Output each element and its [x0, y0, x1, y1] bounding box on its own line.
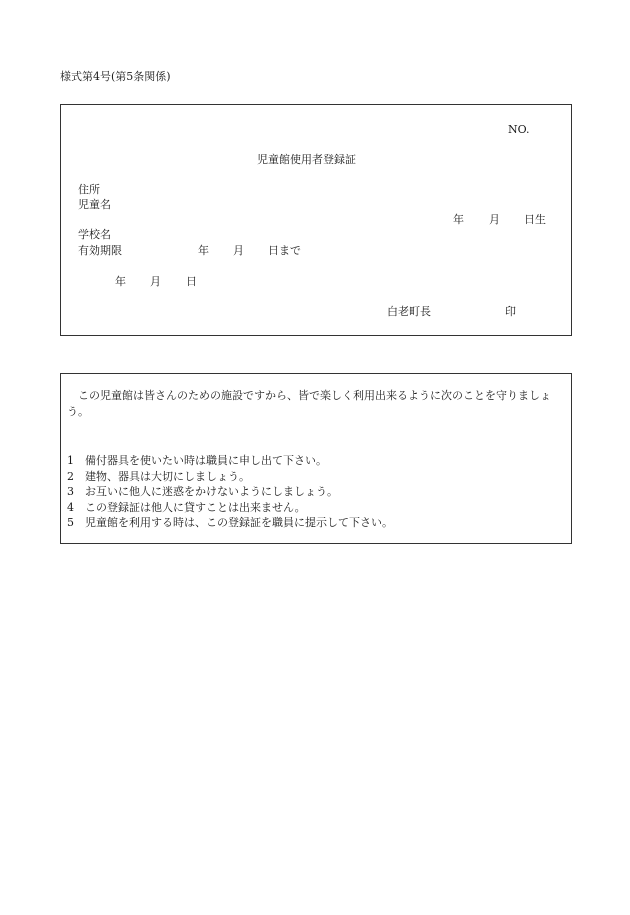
- rule-number: 2: [67, 470, 74, 483]
- rules-intro: この児童館は皆さんのための施設ですから、皆で楽しく利用出来るように次のことを守りましょう。: [67, 389, 551, 418]
- card-title: 児童館使用者登録証: [257, 153, 356, 166]
- rule-text: 建物、器具は大切にしましょう。: [85, 470, 250, 483]
- rule-text: 備付器具を使いたい時は職員に申し出て下さい。: [85, 454, 327, 467]
- rule-number: 3: [67, 485, 74, 498]
- rule-item: [67, 486, 338, 497]
- issue-day-label: 日: [186, 275, 197, 288]
- validity-year-label: 年: [198, 244, 209, 257]
- rule-number: 4: [67, 501, 74, 514]
- validity-label: 有効期限: [78, 244, 122, 257]
- rule-item: [67, 455, 327, 466]
- birth-day-label: 日生: [524, 213, 546, 226]
- registration-card: [60, 104, 572, 336]
- issuer-label: 白老町長: [387, 305, 431, 318]
- rule-number: 5: [67, 516, 74, 529]
- rule-item: [67, 502, 306, 513]
- school-name-label: 学校名: [78, 228, 111, 241]
- birth-year-label: 年: [453, 213, 464, 226]
- rule-item: [67, 517, 393, 528]
- rule-number: 1: [67, 454, 74, 467]
- address-label: 住所: [78, 183, 100, 196]
- validity-month-label: 月: [233, 244, 244, 257]
- child-name-label: 児童名: [78, 198, 111, 211]
- rule-text: お互いに他人に迷惑をかけないようにしましょう。: [85, 485, 338, 498]
- form-number-label: 様式第4号(第5条関係): [60, 70, 171, 83]
- usage-rules-box: [60, 373, 572, 544]
- card-number-label: NO.: [508, 123, 530, 136]
- issue-year-label: 年: [115, 275, 126, 288]
- issue-month-label: 月: [150, 275, 161, 288]
- seal-mark: 印: [505, 305, 516, 318]
- rule-text: 児童館を利用する時は、この登録証を職員に提示して下さい。: [85, 516, 393, 529]
- rule-item: [67, 471, 250, 482]
- rule-text: この登録証は他人に貸すことは出来ません。: [85, 501, 306, 514]
- birth-month-label: 月: [489, 213, 500, 226]
- validity-day-label: 日まで: [268, 244, 301, 257]
